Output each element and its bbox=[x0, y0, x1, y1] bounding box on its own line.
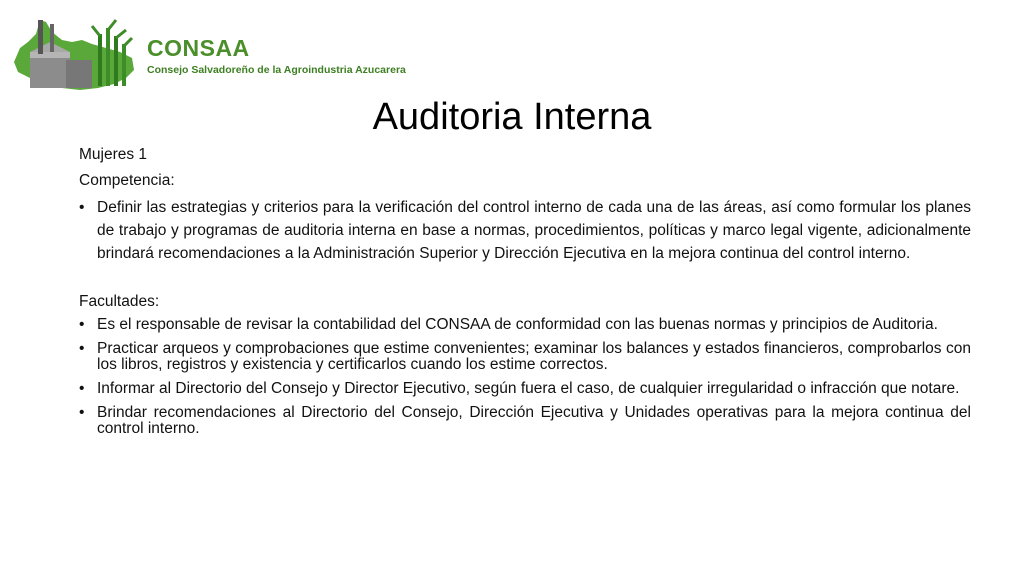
slide-content bbox=[79, 144, 971, 445]
list-item: • Informar al Directorio del Consejo y Director Ejecutivo, según fuera el caso, de cualquier irregularidad o infracción que notare. bbox=[79, 381, 971, 397]
subtitle-line: Mujeres 1 bbox=[79, 146, 148, 163]
competencia-label: Competencia: bbox=[79, 172, 175, 189]
brand-subtitle: Consejo Salvadoreño de la Agroindustria Azucarera bbox=[147, 64, 406, 76]
factory-sugarcane-logo-icon bbox=[10, 14, 140, 94]
consaa-logo bbox=[10, 14, 440, 94]
list-item: • Es el responsable de revisar la contabilidad del CONSAA de conformidad con las buenas normas y principios de Auditoria. bbox=[79, 317, 971, 333]
brand-name: CONSAA bbox=[147, 35, 250, 61]
competencia-list bbox=[79, 196, 971, 265]
facultades-list bbox=[79, 317, 971, 437]
list-item: • Definir las estrategias y criterios para la verificación del control interno de cada una de las áreas, así como formular los planes de trabajo y programas de auditoria interna en base a normas, procedimientos, políticas y marco legal vigente, adicionalmente brindará recomendaciones a la Administración Superior y Dirección Ejecutiva en la mejora continua del control interno. bbox=[79, 196, 971, 265]
slide-title: Auditoria Interna bbox=[372, 96, 652, 138]
list-item: • Brindar recomendaciones al Directorio del Consejo, Dirección Ejecutiva y Unidades operativas para la mejora continua del control interno. bbox=[79, 405, 971, 437]
facultades-label: Facultades: bbox=[79, 293, 160, 310]
list-item: • Practicar arqueos y comprobaciones que estime convenientes; examinar los balances y estados financieros, comprobarlos con los libros, registros y existencia y certificarlos cuando los estime correctos. bbox=[79, 341, 971, 373]
